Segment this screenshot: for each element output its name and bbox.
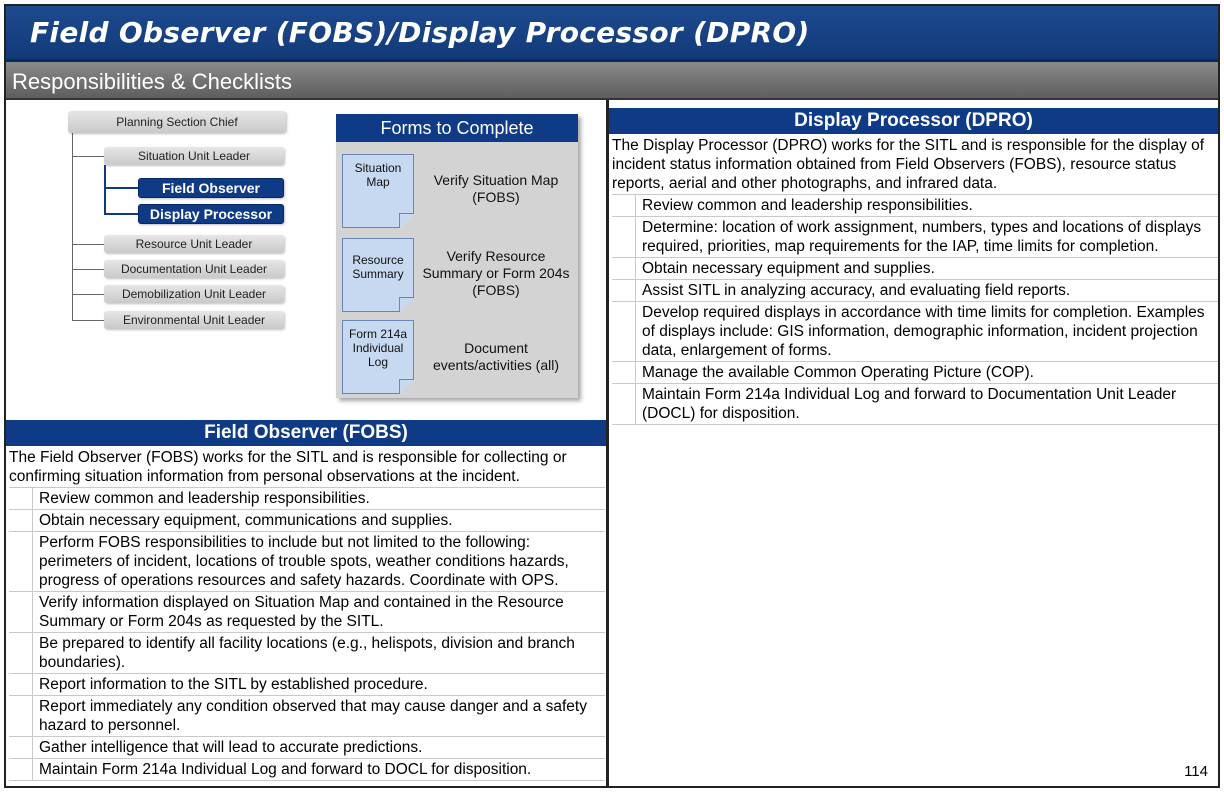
checklist-item: Be prepared to identify all facility locations (e.g., helispots, division and branch boundaries). — [9, 633, 605, 674]
checkbox[interactable] — [9, 737, 33, 758]
checklist-item: Manage the available Common Operating Picture (COP). — [612, 362, 1218, 384]
org-field-observer: Field Observer — [138, 178, 284, 198]
org-connector — [72, 320, 106, 321]
checkbox[interactable] — [9, 488, 33, 509]
column-divider — [606, 100, 609, 788]
dpro-checklist — [612, 194, 1218, 425]
page-subtitle: Responsibilities & Checklists — [12, 69, 292, 94]
form-doc-individual-log: Form 214a Individual Log — [342, 320, 414, 394]
forms-header: Forms to Complete — [336, 114, 578, 142]
checklist-item: Maintain Form 214a Individual Log and forward to DOCL for disposition. — [9, 759, 605, 781]
form-doc-resource-summary: Resource Summary — [342, 238, 414, 312]
checklist-item: Gather intelligence that will lead to accurate predictions. — [9, 737, 605, 759]
checklist-item: Obtain necessary equipment, communications and supplies. — [9, 510, 605, 532]
checkbox[interactable] — [612, 280, 636, 301]
dpro-intro: The Display Processor (DPRO) works for the SITL and is responsible for the display of incident status information obtained from Field Observers (FOBS), resource status reports, aerial and other photographs, and infrared data. — [612, 137, 1205, 192]
checklist-item: Obtain necessary equipment and supplies. — [612, 258, 1218, 280]
page-frame — [4, 4, 1220, 788]
org-environmental-unit-leader: Environmental Unit Leader — [104, 311, 284, 329]
org-connector — [104, 187, 140, 189]
checkbox[interactable] — [9, 510, 33, 531]
forms-panel — [336, 114, 578, 398]
org-connector — [104, 165, 106, 215]
org-connector — [72, 294, 106, 295]
org-connector — [72, 156, 106, 157]
checkbox[interactable] — [9, 633, 33, 673]
dpro-header: Display Processor (DPRO) — [609, 108, 1218, 134]
page-number: 114 — [1184, 763, 1208, 780]
checkbox[interactable] — [612, 384, 636, 424]
org-connector — [72, 244, 106, 245]
checkbox[interactable] — [9, 592, 33, 632]
checkbox[interactable] — [612, 362, 636, 383]
checklist-item: Develop required displays in accordance with time limits for completion. Examples of displays include: GIS information, demographic information, incident projection data, enlargement of forms. — [612, 302, 1218, 362]
checkbox[interactable] — [9, 532, 33, 591]
checklist-item: Review common and leadership responsibilities. — [612, 195, 1218, 217]
org-display-processor: Display Processor — [138, 204, 284, 224]
org-situation-unit-leader: Situation Unit Leader — [104, 147, 284, 165]
org-planning-section-chief: Planning Section Chief — [68, 111, 286, 133]
checklist-item: Assist SITL in analyzing accuracy, and evaluating field reports. — [612, 280, 1218, 302]
org-documentation-unit-leader: Documentation Unit Leader — [104, 260, 284, 278]
form-desc-situation-map: Verify Situation Map (FOBS) — [433, 172, 559, 205]
checkbox[interactable] — [612, 195, 636, 216]
checkbox[interactable] — [612, 302, 636, 361]
page-title: Field Observer (FOBS)/Display Processor (DPRO) — [30, 16, 810, 49]
checklist-item: Report immediately any condition observed that may cause danger and a safety hazard to personnel. — [9, 696, 605, 737]
form-desc-resource-summary: Verify Resource Summary or Form 204s (FOBS) — [422, 248, 570, 298]
form-doc-situation-map: Situation Map — [342, 154, 414, 228]
fobs-header: Field Observer (FOBS) — [6, 420, 606, 446]
fobs-intro: The Field Observer (FOBS) works for the SITL and is responsible for collecting or confirming situation information from personal observations at the incident. — [9, 449, 567, 485]
checkbox[interactable] — [9, 759, 33, 780]
checklist-item: Review common and leadership responsibilities. — [9, 488, 605, 510]
org-demobilization-unit-leader: Demobilization Unit Leader — [104, 285, 284, 303]
fobs-checklist — [9, 487, 605, 781]
form-desc-individual-log: Document events/activities (all) — [432, 340, 560, 373]
checklist-item: Determine: location of work assignment, numbers, types and locations of displays required, priorities, map requirements for the IAP, time limits for completion. — [612, 217, 1218, 258]
org-connector — [72, 131, 73, 321]
subtitle-bar — [6, 62, 1218, 100]
org-connector — [104, 213, 140, 215]
checklist-item: Verify information displayed on Situation Map and contained in the Resource Summary or Form 204s as requested by the SITL. — [9, 592, 605, 633]
checklist-item: Report information to the SITL by established procedure. — [9, 674, 605, 696]
checkbox[interactable] — [612, 258, 636, 279]
title-bar — [6, 6, 1218, 62]
checkbox[interactable] — [612, 217, 636, 257]
org-connector — [72, 269, 106, 270]
org-resource-unit-leader: Resource Unit Leader — [104, 235, 284, 253]
checkbox[interactable] — [9, 674, 33, 695]
checklist-item: Perform FOBS responsibilities to include but not limited to the following: perimeters of incident, locations of trouble spots, weather conditions hazards, progress of operations resources and safety hazards. Coordinate with OPS. — [9, 532, 605, 592]
checkbox[interactable] — [9, 696, 33, 736]
checklist-item: Maintain Form 214a Individual Log and forward to Documentation Unit Leader (DOCL) for disposition. — [612, 384, 1218, 425]
